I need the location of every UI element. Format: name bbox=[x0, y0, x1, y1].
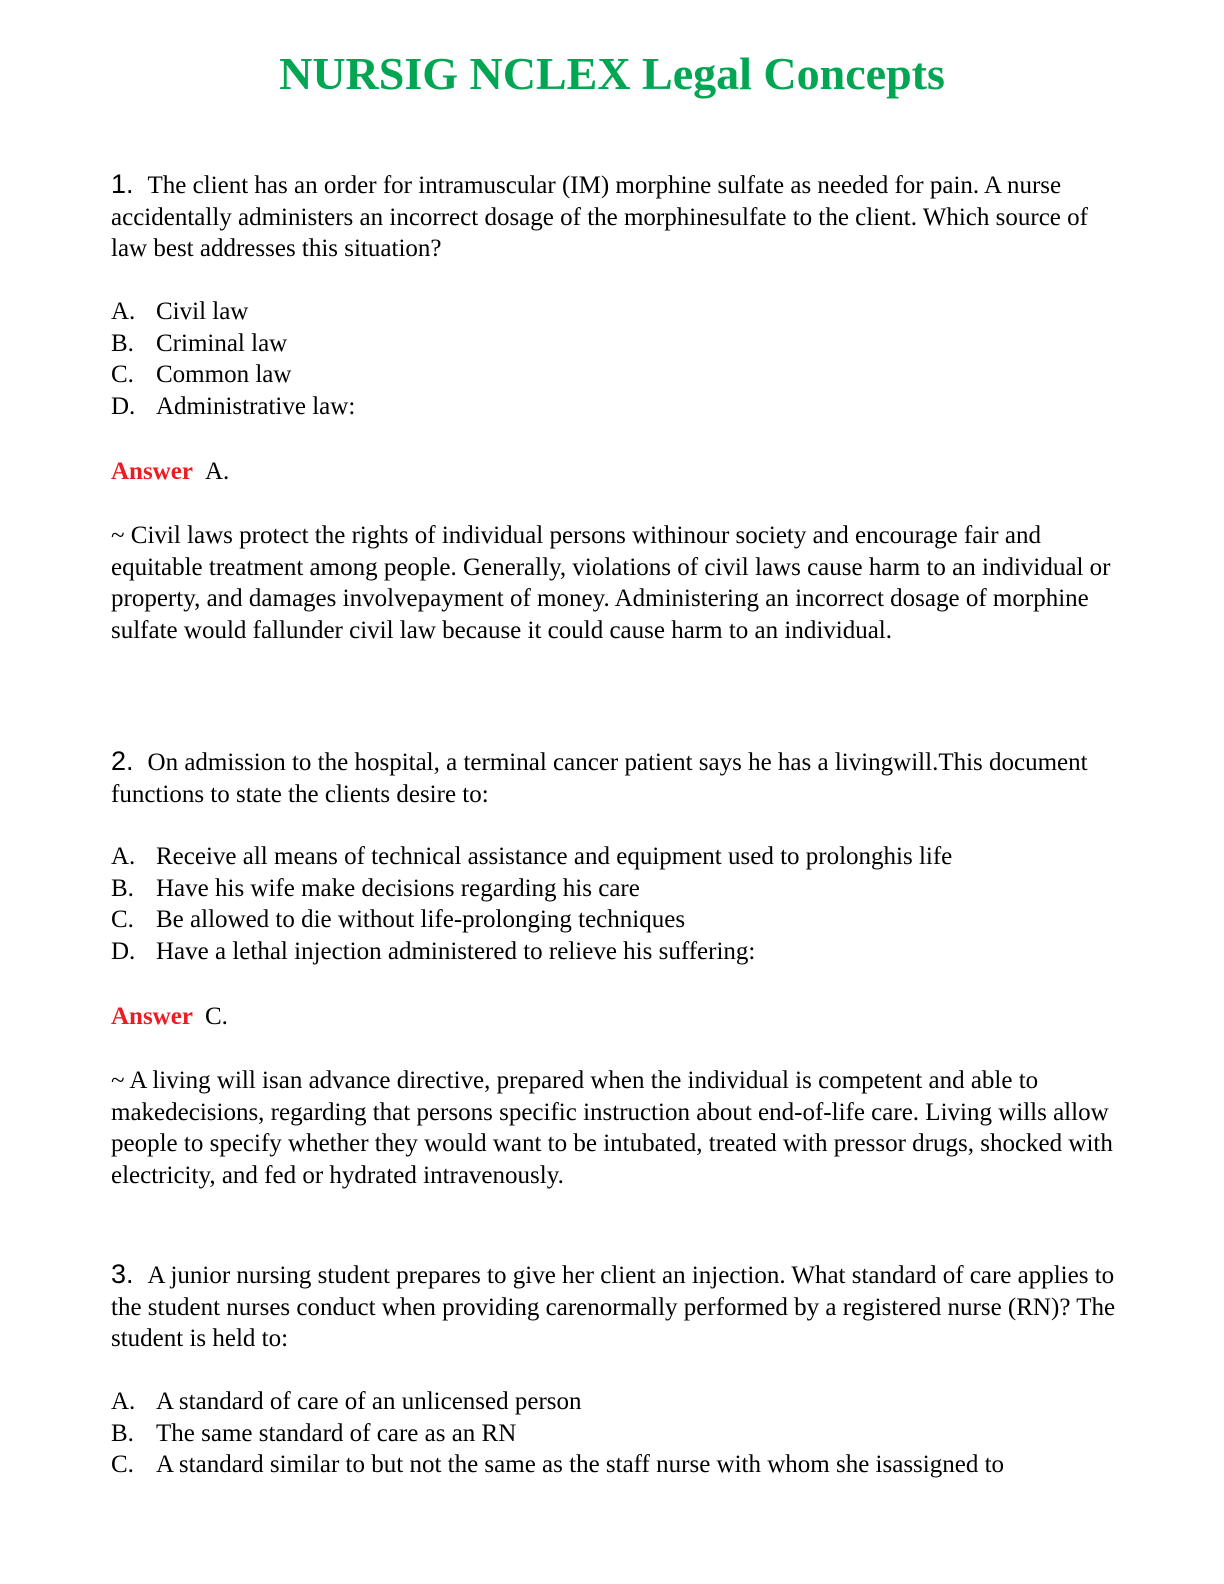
answer-value: C. bbox=[204, 1003, 228, 1030]
question-2-options bbox=[111, 841, 1121, 967]
option-text: Have his wife make decisions regarding his care bbox=[156, 874, 640, 902]
option-letter: C. bbox=[111, 906, 134, 933]
option-letter: B. bbox=[111, 1419, 134, 1447]
rationale-1: ~ Civil laws protect the rights of individual persons withinour society and encourage fair and equitable treatment among people. Generally, violations of civil laws cause harm to an individual or property, and damages involvepayment of money. Administering an incorrect dosage of morphine sulfate would fallunder civil law because it could cause harm to an individual. bbox=[111, 522, 1111, 644]
option-letter: D. bbox=[111, 937, 136, 965]
page-title: NURSIG NCLEX Legal Concepts bbox=[279, 48, 945, 99]
question-3-options bbox=[111, 1386, 1121, 1481]
option-text: Criminal law bbox=[156, 329, 288, 357]
question-text: A junior nursing student prepares to give her client an injection. What standard of care applies to the student nurses conduct when providing carenormally performed by a registered nurse (RN)? The student is held to: bbox=[111, 1262, 1116, 1352]
option-text: Be allowed to die without life-prolonging techniques bbox=[156, 906, 686, 933]
question-1 bbox=[111, 169, 1121, 265]
option-text: A standard of care of an unlicensed person bbox=[156, 1388, 582, 1415]
answer-value: A. bbox=[204, 458, 230, 485]
option bbox=[111, 328, 1121, 360]
option-letter: D. bbox=[111, 392, 136, 420]
option-text: Administrative law: bbox=[156, 392, 356, 420]
question-number: 2. bbox=[111, 746, 134, 776]
answer-label: Answer bbox=[111, 1003, 193, 1030]
option-letter: C. bbox=[111, 361, 134, 388]
option bbox=[111, 904, 1121, 936]
option-text: Common law bbox=[156, 361, 292, 388]
option bbox=[111, 936, 1121, 968]
option bbox=[111, 391, 1121, 423]
option bbox=[111, 1386, 1121, 1418]
answer-1 bbox=[111, 456, 1121, 488]
option-text: The same standard of care as an RN bbox=[156, 1419, 517, 1447]
option-letter: C. bbox=[111, 1451, 134, 1478]
option bbox=[111, 1449, 1121, 1481]
answer-2 bbox=[111, 1001, 1121, 1033]
option bbox=[111, 873, 1121, 905]
option-text: Have a lethal injection administered to relieve his suffering: bbox=[156, 937, 756, 965]
option-text: Receive all means of technical assistance and equipment used to prolonghis life bbox=[156, 843, 953, 870]
option-letter: A. bbox=[111, 843, 136, 870]
question-number: 1. bbox=[111, 169, 134, 199]
question-text: The client has an order for intramuscular (IM) morphine sulfate as needed for pain. A nurse accidentally administers an incorrect dosage of the morphinesulfate to the client. Which source of law best addresses this situation? bbox=[111, 172, 1088, 262]
option-letter: B. bbox=[111, 329, 134, 357]
option-text: Civil law bbox=[156, 298, 249, 325]
option bbox=[111, 841, 1121, 873]
option-text: A standard similar to but not the same as the staff nurse with whom she isassigned to bbox=[156, 1451, 1005, 1478]
question-3 bbox=[111, 1259, 1121, 1355]
option-letter: A. bbox=[111, 298, 136, 325]
option-letter: B. bbox=[111, 874, 134, 902]
question-2 bbox=[111, 746, 1121, 810]
option bbox=[111, 1418, 1121, 1450]
option-letter: A. bbox=[111, 1388, 136, 1415]
question-number: 3. bbox=[111, 1259, 134, 1289]
question-text: On admission to the hospital, a terminal cancer patient says he has a livingwill.This document functions to state the clients desire to: bbox=[111, 749, 1088, 808]
rationale-2: ~ A living will isan advance directive, prepared when the individual is competent and able to makedecisions, regarding that persons specific instruction about end-of-life care. Living wills allow people to specify whether they would want to be intubated, treated with pressor drugs, shocked with electricity, and fed or hydrated intravenously. bbox=[111, 1067, 1113, 1189]
answer-label: Answer bbox=[111, 458, 193, 485]
option bbox=[111, 359, 1121, 391]
option bbox=[111, 296, 1121, 328]
question-1-options bbox=[111, 296, 1121, 422]
